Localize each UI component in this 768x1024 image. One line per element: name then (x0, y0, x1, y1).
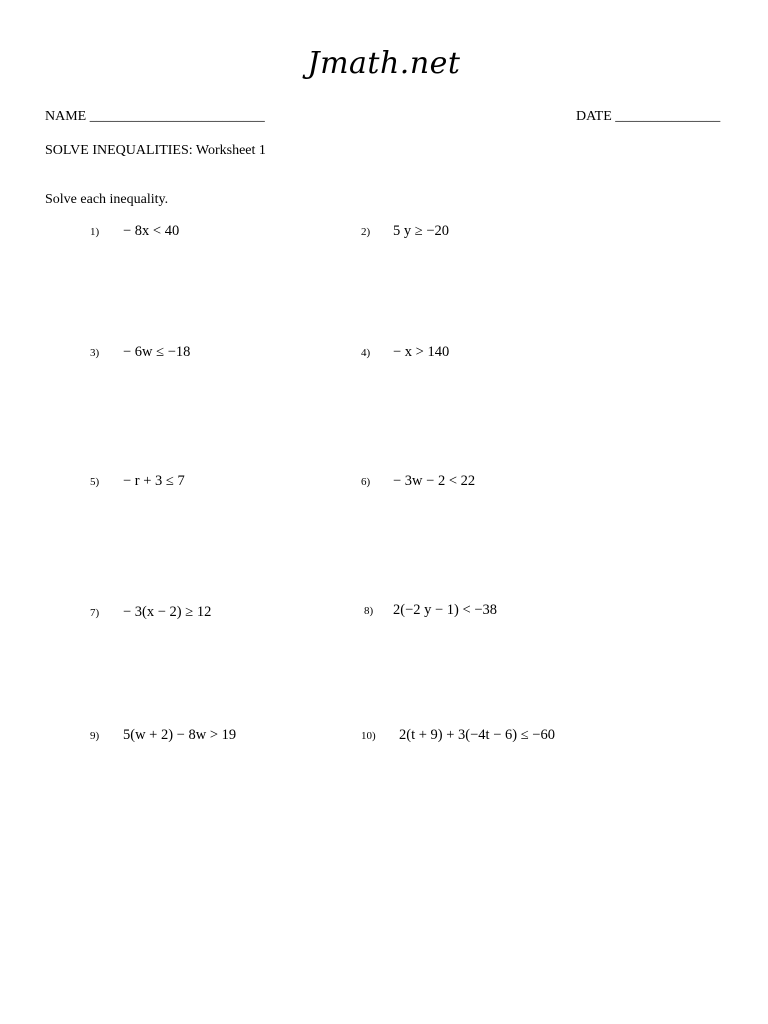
problem-number: 10) (361, 730, 376, 742)
name-field-label: NAME _________________________ (45, 109, 265, 124)
problem-expression: − x > 140 (393, 344, 450, 360)
problem-expression: − 3w − 2 < 22 (393, 473, 476, 489)
worksheet-title: SOLVE INEQUALITIES: Worksheet 1 (45, 143, 266, 158)
date-field-label: DATE _______________ (576, 109, 721, 124)
problem-expression: − 8x < 40 (123, 223, 180, 239)
problem-number: 7) (90, 607, 100, 619)
site-logo: Jmath.net (307, 46, 461, 81)
instructions: Solve each inequality. (45, 192, 169, 207)
problem-number: 9) (90, 730, 100, 742)
problem-number: 5) (90, 476, 100, 488)
problem-number: 4) (361, 347, 371, 359)
problem-expression: 5 y ≥ −20 (393, 223, 450, 239)
problem-expression: 5(w + 2) − 8w > 19 (123, 727, 237, 743)
problem-expression: 2(−2 y − 1) < −38 (393, 602, 497, 618)
problem-number: 1) (90, 226, 100, 238)
problem-expression: − 3(x − 2) ≥ 12 (123, 604, 212, 620)
problem-expression: 2(t + 9) + 3(−4t − 6) ≤ −60 (399, 727, 555, 743)
problem-expression: − 6w ≤ −18 (123, 344, 191, 360)
problem-number: 6) (361, 476, 371, 488)
problem-number: 3) (90, 347, 100, 359)
problem-number: 8) (364, 605, 374, 617)
problem-number: 2) (361, 226, 371, 238)
problem-expression: − r + 3 ≤ 7 (123, 473, 185, 489)
